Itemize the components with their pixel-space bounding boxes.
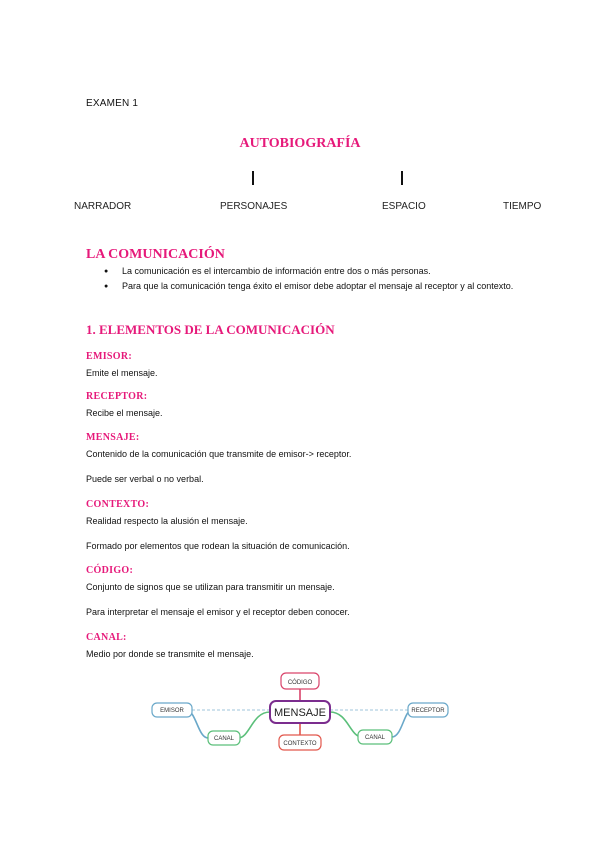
text-receptor: Recibe el mensaje. <box>86 408 163 418</box>
node-canal-right: CANAL <box>364 735 386 741</box>
element-tiempo: TIEMPO <box>503 201 542 212</box>
section-title-elementos: 1. ELEMENTOS DE LA COMUNICACIÓN <box>86 322 335 337</box>
element-espacio: ESPACIO <box>382 201 426 212</box>
connector-canal-right <box>330 712 362 737</box>
bullet-list <box>86 264 516 294</box>
node-codigo: CÓDIGO <box>287 680 313 686</box>
node-receptor: RECEPTOR <box>411 708 445 714</box>
label-emisor: EMISOR: <box>86 351 132 362</box>
text-mensaje-2: Puede ser verbal o no verbal. <box>86 474 204 484</box>
label-contexto: CONTEXTO: <box>86 499 150 510</box>
text-codigo-2: Para interpretar el mensaje el emisor y el receptor deben conocer. <box>86 607 350 617</box>
exam-label: EXAMEN 1 <box>86 98 139 109</box>
text-canal: Medio por donde se transmite el mensaje. <box>86 649 254 659</box>
node-emisor: EMISOR <box>160 708 184 714</box>
node-mensaje: MENSAJE <box>274 707 326 719</box>
text-contexto-1: Realidad respecto la alusión el mensaje. <box>86 516 248 526</box>
divider-tick <box>252 171 254 185</box>
bullet-item: ● Para que la comunicación tenga éxito el emisor debe adoptar el mensaje al receptor y al contexto. <box>86 279 516 294</box>
text-contexto-2: Formado por elementos que rodean la situación de comunicación. <box>86 541 350 551</box>
connector-canal-left <box>238 712 270 738</box>
label-receptor: RECEPTOR: <box>86 391 148 402</box>
node-contexto: CONTEXTO <box>283 741 317 747</box>
label-codigo: CÓDIGO: <box>86 565 134 576</box>
text-codigo-1: Conjunto de signos que se utilizan para transmitir un mensaje. <box>86 582 335 592</box>
communication-mindmap <box>150 670 450 752</box>
node-canal-left: CANAL <box>213 736 235 742</box>
text-mensaje-1: Contenido de la comunicación que transmite de emisor-> receptor. <box>86 449 352 459</box>
autobiografia-title: AUTOBIOGRAFÍA <box>239 136 361 151</box>
label-canal: CANAL: <box>86 632 127 643</box>
element-personajes: PERSONAJES <box>220 201 288 212</box>
divider-tick <box>401 171 403 185</box>
label-mensaje: MENSAJE: <box>86 432 140 443</box>
text-emisor: Emite el mensaje. <box>86 368 158 378</box>
bullet-item: ● La comunicación es el intercambio de información entre dos o más personas. <box>86 264 516 279</box>
section-title-comunicacion: LA COMUNICACIÓN <box>86 247 225 262</box>
element-narrador: NARRADOR <box>74 201 132 212</box>
